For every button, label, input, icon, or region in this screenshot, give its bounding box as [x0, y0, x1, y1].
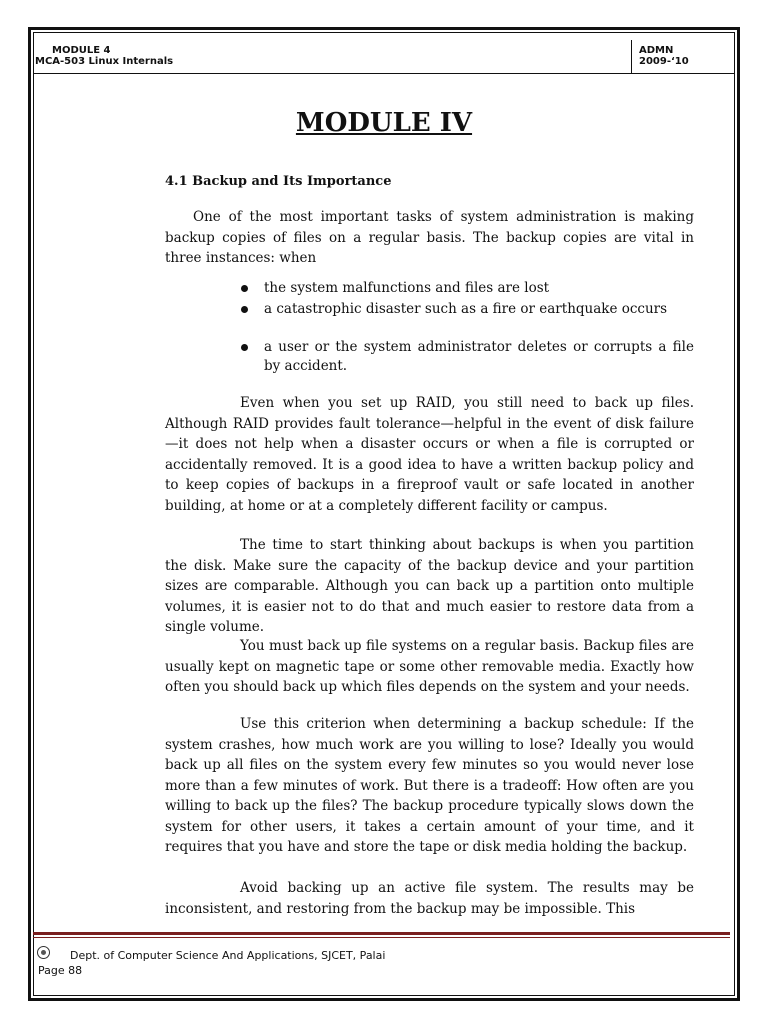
section-heading: 4.1 Backup and Its Importance — [165, 174, 392, 189]
body-paragraph: The time to start thinking about backups is when you partition the disk. Make sure the capacity of the backup device and your partition sizes are comparable. Although you can back up a partition onto multiple volumes, it is easier not to do that and much easier to restore data from a single volume. — [165, 537, 694, 635]
header-module-label: MODULE 4 — [52, 45, 111, 56]
intro-paragraph: One of the most important tasks of system administration is making backup copies of files on a regular basis. The backup copies are vital in three instances: when — [165, 209, 694, 266]
bullet-text: a user or the system administrator deletes or corrupts a file by accident. — [264, 339, 694, 374]
footer-rule-thin — [33, 937, 730, 938]
body-paragraph: You must back up file systems on a regular basis. Backup files are usually kept on magnetic tape or some other removable media. Exactly how often you should back up which files depends on the system and your needs. — [165, 638, 694, 695]
bullet-icon — [241, 344, 248, 351]
college-emblem-icon — [37, 946, 50, 959]
bullet-icon — [241, 306, 248, 313]
bullet-item — [241, 279, 694, 298]
body-paragraph: Use this criterion when determining a backup schedule: If the system crashes, how much work are you willing to lose? Ideally you would back up all files on the system every few minutes so you would never lose more than a few minutes of work. But there is a tradeoff: How often are you willing to back up the files? The backup procedure typically slows down the system for other users, it takes a certain amount of your time, and it requires that you have and store the tape or disk media holding the backup. — [165, 716, 694, 855]
bullet-text: a catastrophic disaster such as a fire or earthquake occurs — [264, 301, 668, 317]
footer-dept: Dept. of Computer Science And Applications, SJCET, Palai — [70, 949, 386, 962]
bullet-text: the system malfunctions and files are lost — [264, 280, 550, 296]
body-paragraph: Even when you set up RAID, you still need to back up files. Although RAID provides fault tolerance—helpful in the event of disk failure—it does not help when a disaster occurs or when a file is corrupted or accidentally removed. It is a good idea to have a written backup policy and to keep copies of backups in a fireproof vault or safe located in another building, at home or at a completely different facility or campus. — [165, 395, 694, 514]
page-title: MODULE IV — [295, 108, 473, 138]
header-divider — [631, 40, 632, 74]
bullet-item — [241, 338, 694, 376]
bullet-item — [241, 300, 694, 319]
bullet-icon — [241, 285, 248, 292]
header-admn-label: ADMN — [639, 45, 674, 56]
footer-rule — [33, 932, 730, 935]
footer-page-number: Page 88 — [38, 964, 83, 977]
header-rule — [33, 73, 735, 74]
header-course: MCA-503 Linux Internals — [35, 56, 174, 67]
body-paragraph: Avoid backing up an active file system. The results may be inconsistent, and restoring from the backup may be impossible. This — [165, 880, 694, 917]
header-year: 2009-‘10 — [639, 56, 689, 67]
